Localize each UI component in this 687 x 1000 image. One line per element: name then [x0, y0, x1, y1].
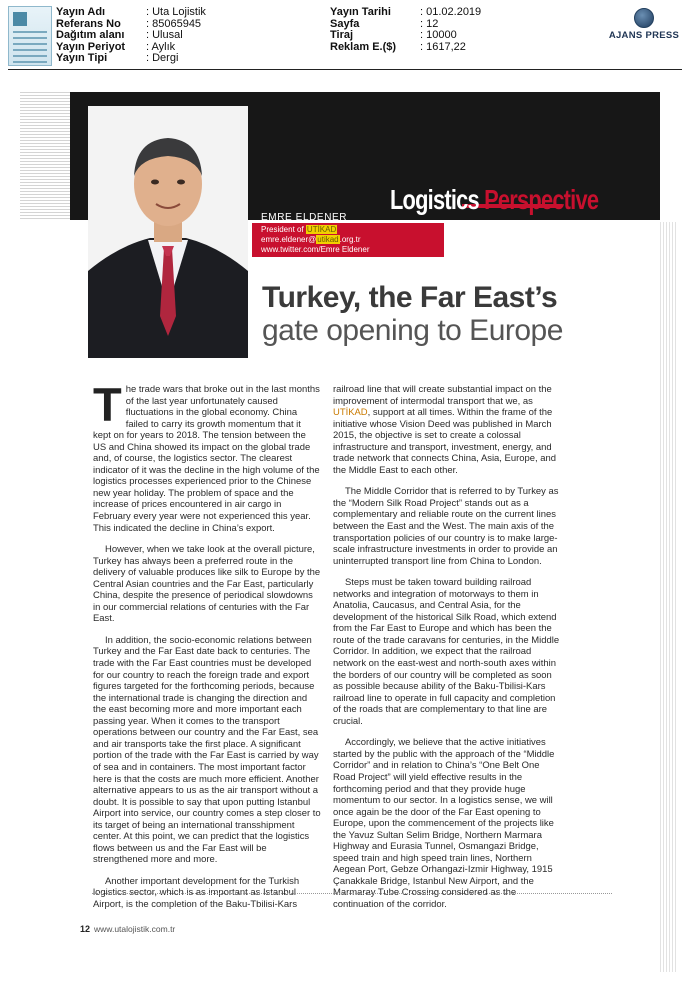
- paragraph: The trade wars that broke out in the last months of the last year unfortunately caused fluctuations in the global economy. China failed to carry its growth momentum that it kept on for years to 2018. The tension between the US and China showed its impact on the global trade and, of course, the logistics sector. The clearest indicator of it was the decline in the high volume of the logistics processes experienced prior to the Chinese new year holiday. The problem of space and the increase of prices encountered in air cargo in February every year were not experienced this year. This indicated the decline in China’s export.: [93, 378, 320, 534]
- page-thumbnail-icon: [8, 6, 52, 66]
- ajans-press-logo: AJANS PRESS: [606, 8, 682, 41]
- author-twitter[interactable]: www.twitter.com/Emre Eldener: [261, 245, 370, 254]
- author-photo: [88, 106, 248, 358]
- author-email[interactable]: emre.eldener@utikad.org.tr: [261, 235, 361, 244]
- footer-divider: [92, 893, 612, 894]
- article-title: Turkey, the Far East’s gate opening to Europe: [262, 281, 563, 347]
- paragraph: In addition, the socio-economic relations between Turkey and the Far East date back to centuries. The trade with the Far East countries must be developed for our country to reach the foreign trade and export figures targeted for the forthcoming periods, because the international trade is changing the direction and the east becoming more and more important each passing year. When it comes to the transport operations between our country and the Far East, sea and air transports take the first place. A significant portion of the trade with the Far East is carried by way of sea and in containers. The most important factor here is that the costs are much more efficient. Another alternative appears to us as the air transport without a doubt. It is possible to say that upon putting Istanbul Airport into service, our country comes a step closer to its target of being an international transshipment center. At this point, we can predict that the logistics flows between us and the Far East will be strengthened more and more.: [93, 634, 321, 866]
- article-column-1: [93, 378, 321, 921]
- drop-cap: T: [93, 378, 122, 431]
- paragraph: Steps must be taken toward building railroad networks and integration of motorways to them in Anatolia, Caucasus, and Central Asia, for the development of the historical Silk Road, which extend from the Far East to Europe and which has been the route of the trade caravans for centuries, in the Middle Corridor. In addition, we expect that the railroad network on the east-west and north-south axes within the borders of our country will be completed as soon as possible because ability of the Baku-Tbilisi-Kars railroad line to operate in full capacity and completion of the roads that are complementary to that line are crucial.: [333, 577, 560, 727]
- header-divider: [8, 69, 682, 70]
- paragraph: However, when we take look at the overall picture, Turkey has always been a preferred route in the delivery of valuable produces like silk to Europe by the Central Asian countries and the Far East, particularly China, despite the presence of periodical slowdowns in our commercial relations of centuries with the Far East.: [93, 544, 321, 625]
- publication-info-right: Yayın Tarihi : 01.02.2019 Sayfa : 12 Tiraj : 10000 Reklam E.($) : 1617,22: [330, 6, 482, 53]
- globe-icon: [634, 8, 654, 28]
- clipping-header: [0, 0, 687, 70]
- website-link[interactable]: www.utalojistik.com.tr: [94, 924, 176, 934]
- paragraph: The Middle Corridor that is referred to by Turkey as the “Modern Silk Road Project” stands out as a complementary and reliable route on the current lines between the East and the West. The main axis of the transportation policies of our country is to make large-scale infrastructure investments in order to provide an uninterrupted transport line from China to London.: [333, 486, 559, 567]
- publication-info-left: Yayın Adı : Uta Lojistik Referans No : 85065945 Dağıtım alanı : Ulusal Yayın Periyot : Aylık Yayın Tipi : Dergi: [56, 6, 206, 64]
- paragraph: Accordingly, we believe that the active initiatives started by the public with the approach of the “Middle Corridor” and in relation to China’s “One Belt One Road Project” will yield effective results in the forthcoming period and that they provide huge momentum to our sector. In a logistics sense, we will once again be the door of the Far East opening to Europe, upon the commencement of the projects like the Yavuz Sultan Selim Bridge, Northern Marmara Highway and Eurasia Tunnel, Osmangazi Bridge, speed train and high speed train lines, Northern Aegean Port, Gebze Orhangazi-Izmir Highway, 1915 Çanakkale Bridge, Istanbul New Airport, and the Marmaray Tube Crossing considered as the continuation of the corridor.: [333, 737, 555, 910]
- decorative-side-stripes: [660, 222, 678, 972]
- page-number: 12: [80, 924, 91, 934]
- section-title: Logistics Perspective: [390, 184, 599, 215]
- decorative-stripes: [20, 92, 70, 220]
- article-column-2: [333, 384, 561, 921]
- highlighted-org: UTİKAD: [306, 225, 337, 234]
- author-role: President of UTİKAD: [261, 225, 337, 234]
- paragraph: railroad line that will create substantial impact on the improvement of intermodal transport that we, as UTİKAD, support at all times. Within the frame of the initiative whose Vision Deed was published in March 2015, the objective is set to create a colossal infrastructure and transport, investment, energy, and trade network that connects China, Asia, Europe, and the Middle East to each other.: [333, 384, 556, 476]
- paragraph: Another important development for the Turkish logistics sector, which is as important as Istanbul Airport, is the completion of the Baku-Tbilisi-Kars: [93, 875, 300, 910]
- page-footer: [80, 924, 175, 934]
- author-name: EMRE ELDENER: [261, 212, 348, 223]
